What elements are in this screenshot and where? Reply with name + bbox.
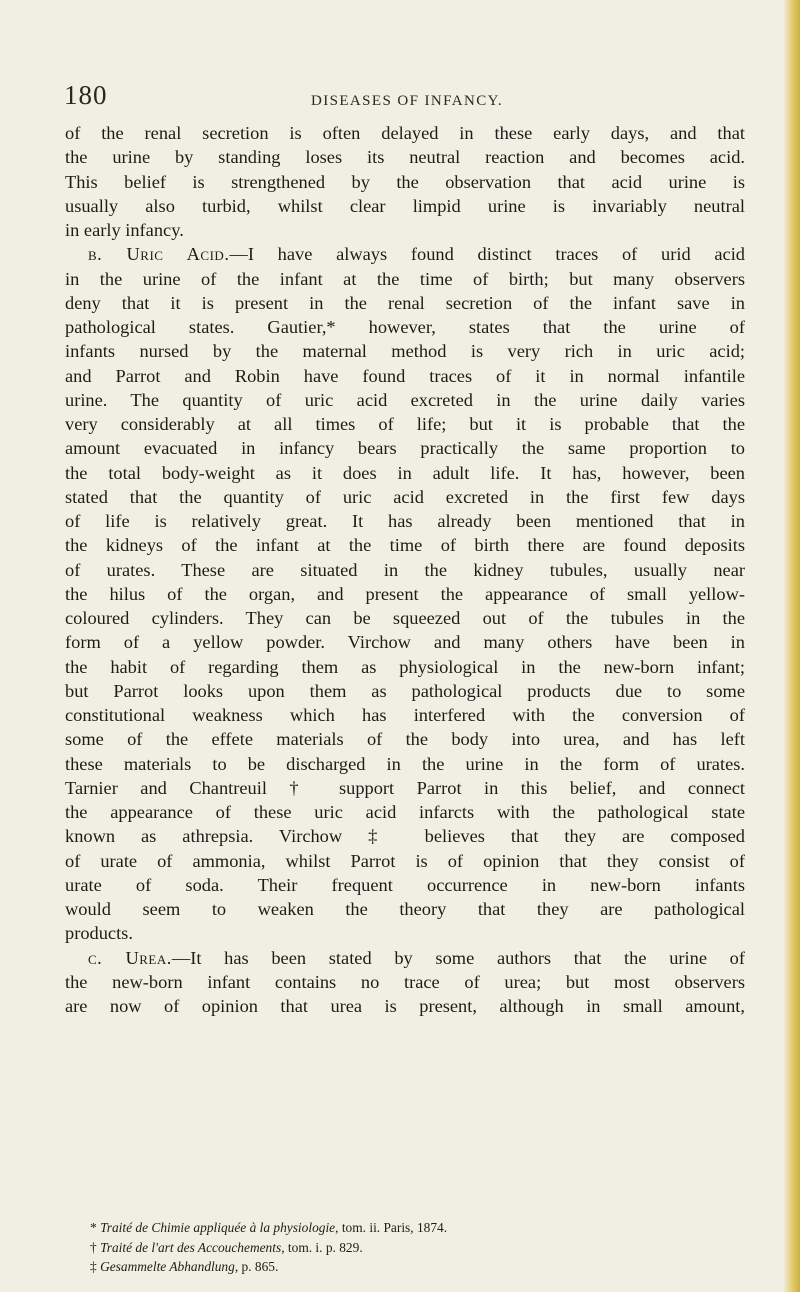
page-edge-shadow — [784, 0, 800, 1292]
text-line: of urates. These are situated in the kidney tubules, usually near — [65, 559, 745, 580]
footnote-detail: , tom. i. p. 829. — [281, 1239, 363, 1255]
text-line: urate of soda. Their frequent occurrence in new-born infants — [65, 874, 745, 895]
text-line: would seem to weaken the theory that they are pathological — [65, 899, 745, 919]
text-line: infants nursed by the maternal method is very rich in uric acid; — [65, 341, 745, 362]
text-line: known as athrepsia. Virchow ‡ believes that they are composed — [65, 826, 745, 847]
text-line: of urate of ammonia, whilst Parrot is of opinion that they consist of — [65, 850, 745, 871]
page-number: 180 — [64, 80, 108, 110]
text-line: Tarnier and Chantreuil † support Parrot in this belief, and connect — [65, 777, 745, 798]
text-line: This belief is strengthened by the observation that acid urine is — [65, 171, 745, 192]
footnote — [90, 1257, 730, 1277]
text-line: but Parrot looks upon them as pathological products due to some — [65, 680, 745, 701]
text-line: the hilus of the organ, and present the appearance of small yellow- — [65, 583, 745, 604]
text-line: in the urine of the infant at the time of birth; but many observers — [65, 268, 745, 289]
text-line: these materials to be discharged in the urine in the form of urates. — [65, 753, 745, 774]
text-line: and Parrot and Robin have found traces of it in normal infantile — [65, 365, 745, 386]
text-line: some of the effete materials of the body into urea, and has left — [65, 729, 745, 750]
text-line: of the renal secretion is often delayed in these early days, and that — [65, 123, 745, 143]
footnote-title: Traité de Chimie appliquée à la physiologie — [100, 1220, 336, 1235]
text-line: pathological states. Gautier,* however, states that the urine of — [65, 317, 745, 337]
text-span: —I have always found distinct traces of urid acid — [229, 244, 745, 265]
footnote-mark: † — [90, 1239, 97, 1255]
text-line — [65, 946, 745, 970]
text-line: the kidneys of the infant at the time of birth there are found deposits — [65, 535, 745, 556]
text-line — [65, 242, 745, 266]
footnote-detail: , p. 865. — [234, 1259, 279, 1274]
text-line: in early infancy. — [65, 220, 184, 240]
section-heading-uric-acid: b. Uric Acid. — [88, 244, 230, 265]
text-line: products. — [65, 923, 133, 944]
text-line: the total body-weight as it does in adult life. It has, however, been — [65, 462, 745, 483]
text-line: form of a yellow powder. Virchow and many others have been in — [65, 632, 745, 653]
footnote-mark: ‡ — [90, 1259, 97, 1274]
footnote-title: Traité de l'art des Accouchements — [100, 1239, 282, 1255]
footnote — [90, 1238, 730, 1258]
text-line: the urine by standing loses its neutral reaction and becomes acid. — [65, 147, 745, 168]
text-line: the new-born infant contains no trace of urea; but most observers — [65, 971, 745, 992]
text-line: the habit of regarding them as physiological in the new-born infant; — [65, 656, 745, 677]
text-line: of life is relatively great. It has already been mentioned that in — [65, 511, 745, 531]
footnote-mark: * — [90, 1220, 97, 1235]
text-line: usually also turbid, whilst clear limpid urine is invariably neutral — [65, 195, 745, 216]
text-line: very considerably at all times of life; but it is probable that the — [65, 414, 745, 434]
footnote-title: Gesammelte Abhandlung — [100, 1259, 235, 1274]
footnotes — [90, 1218, 730, 1277]
text-line: stated that the quantity of uric acid excreted in the first few days — [65, 486, 745, 507]
footnote-detail: , tom. ii. Paris, 1874. — [335, 1220, 448, 1235]
section-heading-urea: c. Urea. — [88, 947, 172, 968]
text-span: —It has been stated by some authors that the urine of — [171, 947, 745, 968]
text-line: are now of opinion that urea is present, although in small amount, — [65, 996, 745, 1016]
text-line: constitutional weakness which has interfered with the conversion of — [65, 705, 745, 725]
running-title: DISEASES OF INFANCY. — [311, 93, 504, 109]
text-line: urine. The quantity of uric acid excreted in the urine daily varies — [65, 389, 745, 410]
text-line: coloured cylinders. They can be squeezed out of the tubules in the — [65, 608, 745, 628]
body-text — [65, 121, 745, 1018]
footnote — [90, 1218, 730, 1238]
text-line: the appearance of these uric acid infarcts with the pathological state — [65, 802, 745, 822]
text-line: deny that it is present in the renal secretion of the infant save in — [65, 292, 745, 313]
text-line: amount evacuated in infancy bears practically the same proportion to — [65, 438, 745, 459]
